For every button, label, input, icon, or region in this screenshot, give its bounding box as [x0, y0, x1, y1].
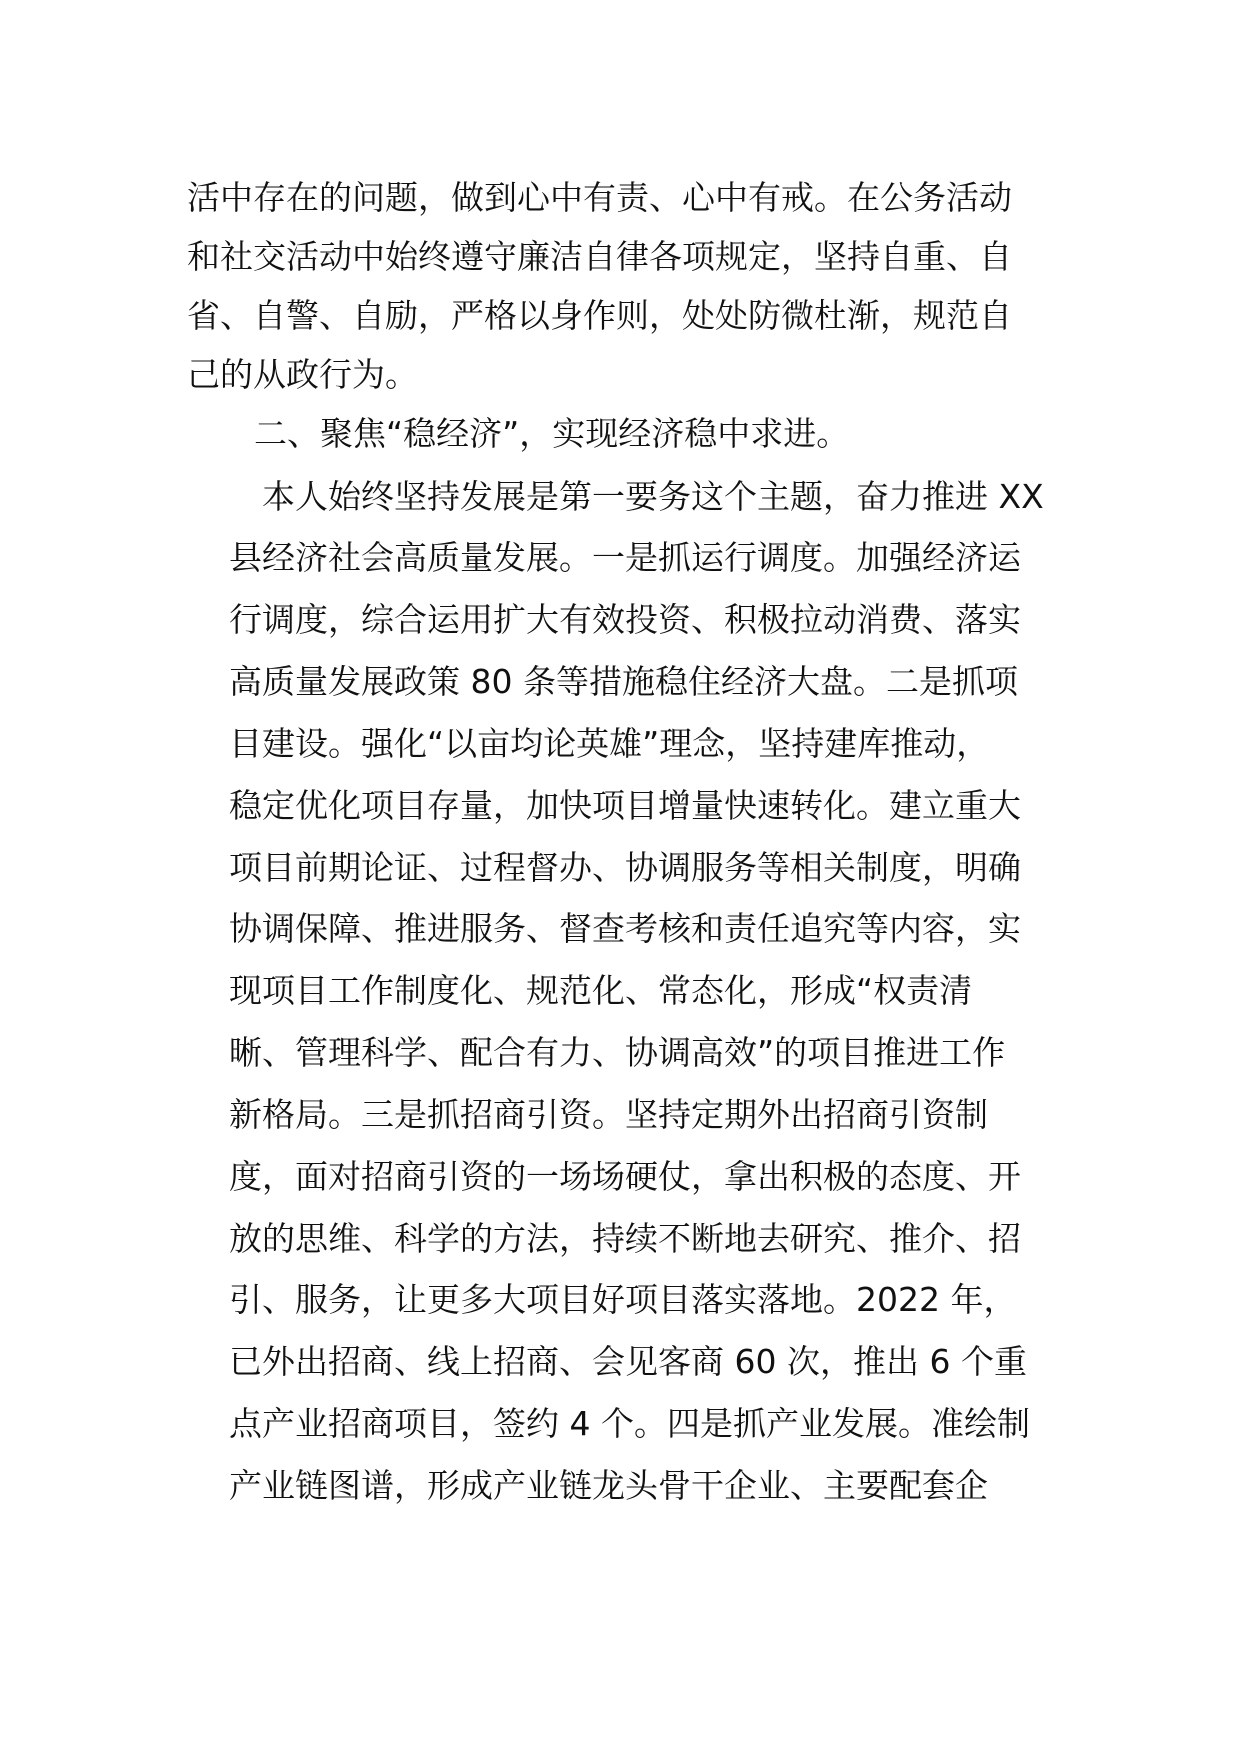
- paragraph-2-line-1: 本人始终坚持发展是第一要务这个主题，奋力推进 XX: [262, 477, 1044, 516]
- paragraph-2-line-3: 行调度，综合运用扩大有效投资、积极拉动消费、落实: [229, 600, 1021, 639]
- paragraph-2-line-10: 晰、管理科学、配合有力、协调高效”的项目推进工作: [229, 1033, 1006, 1072]
- paragraph-2-line-4: 高质量发展政策 80 条等措施稳住经济大盘。二是抓项: [229, 662, 1018, 701]
- paragraph-2-line-15: 已外出招商、线上招商、会见客商 60 次，推出 6 个重: [229, 1342, 1027, 1381]
- paragraph-2-line-9: 现项目工作制度化、规范化、常态化，形成“权责清: [229, 971, 973, 1010]
- paragraph-1-line-3: 省、自警、自励，严格以身作则，处处防微杜渐，规范自: [187, 296, 1012, 335]
- paragraph-2-line-14: 引、服务，让更多大项目好项目落实落地。2022 年，: [229, 1280, 1017, 1319]
- paragraph-2-line-2: 县经济社会高质量发展。一是抓运行调度。加强经济运: [229, 538, 1021, 577]
- paragraph-2-line-6: 稳定优化项目存量，加快项目增量快速转化。建立重大: [229, 786, 1021, 825]
- paragraph-1-line-1: 活中存在的问题，做到心中有责、心中有戒。在公务活动: [187, 178, 1012, 217]
- paragraph-2-line-12: 度，面对招商引资的一场场硬仗，拿出积极的态度、开: [229, 1157, 1021, 1196]
- paragraph-2-line-13: 放的思维、科学的方法，持续不断地去研究、推介、招: [229, 1219, 1021, 1258]
- paragraph-2-line-5: 目建设。强化“以亩均论英雄”理念，坚持建库推动，: [229, 724, 990, 763]
- paragraph-1-line-4: 己的从政行为。: [187, 355, 418, 394]
- paragraph-2-line-11: 新格局。三是抓招商引资。坚持定期外出招商引资制: [229, 1095, 988, 1134]
- paragraph-2-line-8: 协调保障、推进服务、督查考核和责任追究等内容，实: [229, 909, 1021, 948]
- paragraph-2-line-17: 产业链图谱，形成产业链龙头骨干企业、主要配套企: [229, 1466, 988, 1505]
- paragraph-2-line-7: 项目前期论证、过程督办、协调服务等相关制度，明确: [229, 848, 1021, 887]
- paragraph-2-line-16: 点产业招商项目，签约 4 个。四是抓产业发展。准绘制: [229, 1404, 1030, 1443]
- section-heading: 二、聚焦“稳经济”，实现经济稳中求进。: [254, 414, 850, 453]
- paragraph-1-line-2: 和社交活动中始终遵守廉洁自律各项规定，坚持自重、自: [187, 237, 1012, 276]
